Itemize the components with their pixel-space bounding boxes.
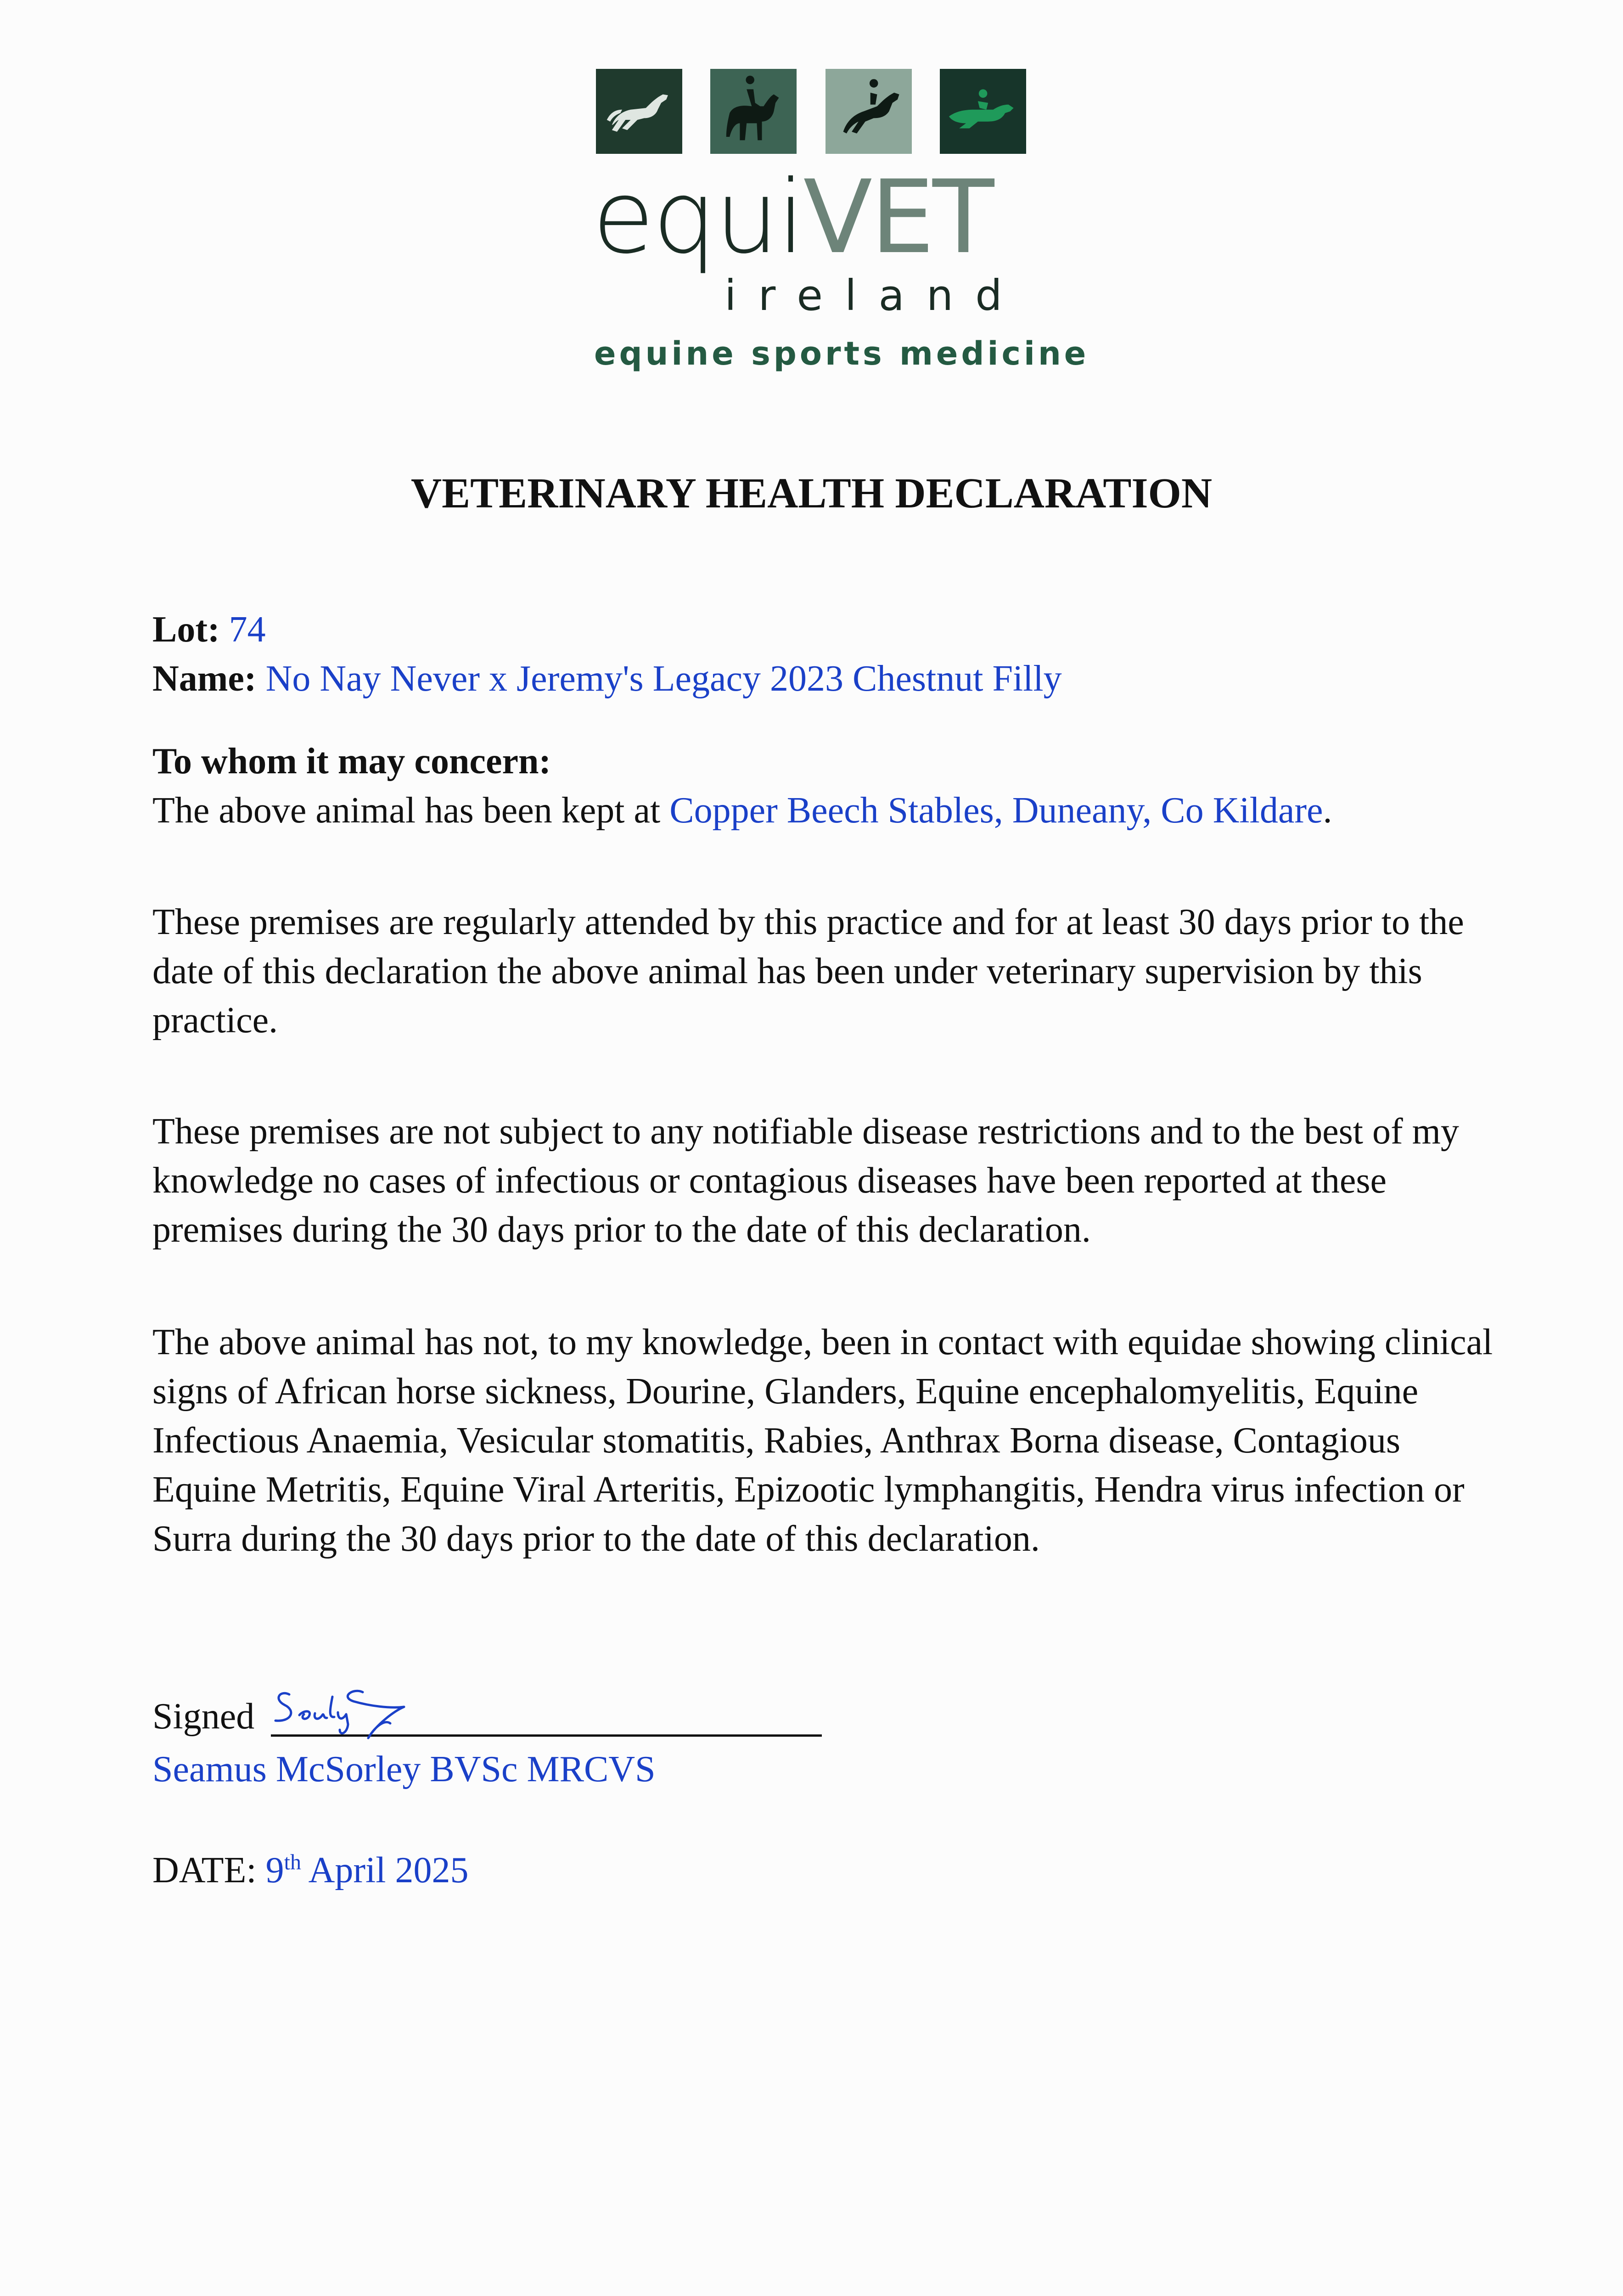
paragraph-supervision: These premises are regularly attended by this practice and for at least 30 days prior to the date of this declaration the above animal has been under veterinary supervision by this practice. <box>152 902 1464 1041</box>
paragraph-diseases: The above animal has not, to my knowledge, been in contact with equidae showing clinical signs of African horse sickness, Dourine, Glanders, Equine encephalomyelitis, Equine Infectious Anaemia, Vesicular stomatitis, Rabies, Anthrax Borna disease, Contagious Equine Metritis, Equine Viral Arteritis, Epizootic lymphangitis, Hendra virus infection or Surra during the 30 days prior to the date of this declaration. <box>152 1322 1493 1559</box>
show-jumping-horse-icon <box>596 69 682 154</box>
premises-line <box>152 786 1498 835</box>
signed-label: Signed <box>152 1696 255 1737</box>
date-ordinal: th <box>284 1850 301 1874</box>
signer-name: Seamus McSorley BVSc MRCVS <box>152 1749 656 1790</box>
salutation: To whom it may concern: <box>152 741 551 782</box>
date-line <box>152 1846 1498 1895</box>
brand-vet: VET <box>803 158 993 276</box>
date-value <box>266 1850 469 1891</box>
equivet-logo <box>592 67 1089 374</box>
name-label: Name: <box>152 658 257 699</box>
name-value: No Nay Never x Jeremy's Legacy 2023 Chestnut Filly <box>265 658 1062 699</box>
date-label: DATE: <box>152 1850 257 1891</box>
date-rest: April 2025 <box>308 1850 469 1891</box>
premises-location: Copper Beech Stables, Duneany, Co Kildare <box>669 790 1323 831</box>
dressage-rider-icon <box>710 69 797 154</box>
lot-line <box>152 605 1498 654</box>
premises-suffix: . <box>1323 790 1332 831</box>
brand-country: ireland <box>724 271 1024 320</box>
date-day: 9 <box>265 1850 284 1891</box>
lot-label: Lot: <box>152 609 220 650</box>
premises-prefix: The above animal has been kept at <box>152 790 670 831</box>
racing-horse-icon <box>940 69 1026 154</box>
lot-value: 74 <box>229 609 266 650</box>
brand-tagline: equine sports medicine <box>594 335 1089 372</box>
brand-wordmark <box>592 158 993 276</box>
paragraph-restrictions: These premises are not subject to any notifiable disease restrictions and to the best of my knowledge no cases of infectious or contagious diseases have been reported at these premises during the 30 days prior to the date of this declaration. <box>152 1111 1459 1250</box>
jumping-rider-icon <box>826 69 912 154</box>
document-title: VETERINARY HEALTH DECLARATION <box>410 470 1213 517</box>
name-line <box>152 654 1498 703</box>
logo-tiles <box>592 67 1028 154</box>
brand-equi: equi <box>592 158 803 276</box>
